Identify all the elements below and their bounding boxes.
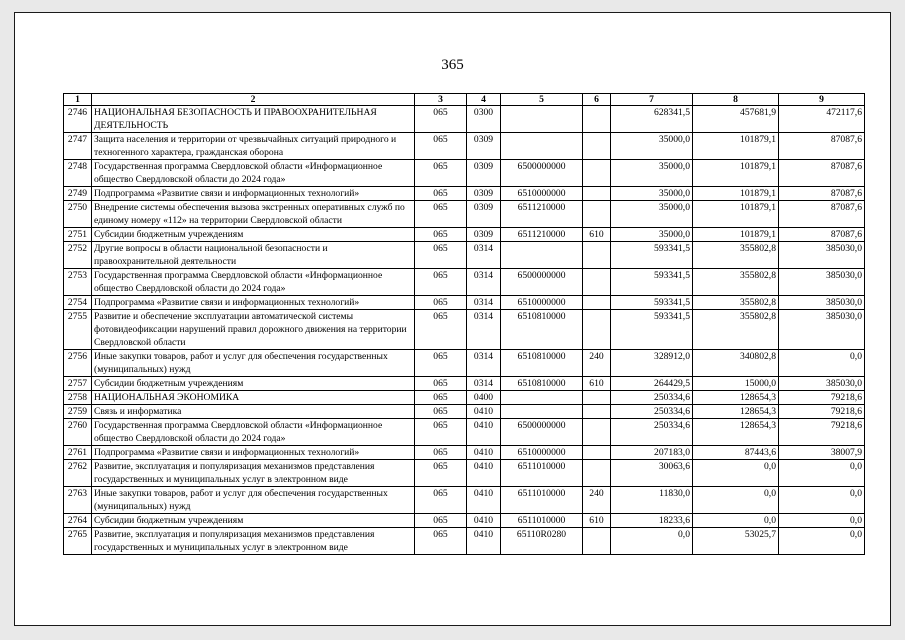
row-target-code: 6511210000 (501, 228, 583, 242)
row-expense-type (583, 269, 611, 296)
row-ministry-code: 065 (415, 310, 467, 350)
table-row (64, 296, 865, 310)
header-cell: 9 (779, 94, 865, 106)
row-amount-col8: 101879,1 (693, 160, 779, 187)
row-expense-type: 240 (583, 350, 611, 377)
row-amount-col9: 472117,6 (779, 106, 865, 133)
row-number: 2753 (64, 269, 92, 296)
row-expense-type (583, 187, 611, 201)
table-row (64, 228, 865, 242)
row-target-code: 6511010000 (501, 460, 583, 487)
row-section-code: 0410 (467, 460, 501, 487)
row-section-code: 0314 (467, 242, 501, 269)
row-ministry-code: 065 (415, 133, 467, 160)
row-amount-col8: 87443,6 (693, 446, 779, 460)
row-expense-type: 610 (583, 377, 611, 391)
row-name: Подпрограмма «Развитие связи и информационных технологий» (92, 187, 415, 201)
row-amount-col8: 101879,1 (693, 201, 779, 228)
row-expense-type (583, 201, 611, 228)
row-section-code: 0300 (467, 106, 501, 133)
row-ministry-code: 065 (415, 460, 467, 487)
row-name: Государственная программа Свердловской области «Информационное общество Свердловской области до 2024 года» (92, 269, 415, 296)
row-ministry-code: 065 (415, 419, 467, 446)
row-name: Развитие, эксплуатация и популяризация механизмов представления государственных и муниципальных услуг в электронном виде (92, 528, 415, 555)
row-number: 2761 (64, 446, 92, 460)
row-name: Иные закупки товаров, работ и услуг для обеспечения государственных (муниципальных) нужд (92, 487, 415, 514)
row-amount-col9: 0,0 (779, 350, 865, 377)
row-number: 2760 (64, 419, 92, 446)
row-amount-col9: 0,0 (779, 460, 865, 487)
row-amount-col9: 385030,0 (779, 296, 865, 310)
row-amount-col8: 0,0 (693, 514, 779, 528)
header-cell: 8 (693, 94, 779, 106)
row-amount-col7: 0,0 (611, 528, 693, 555)
row-amount-col7: 11830,0 (611, 487, 693, 514)
row-number: 2758 (64, 391, 92, 405)
row-name: Внедрение системы обеспечения вызова экстренных оперативных служб по единому номеру «112» на территории Свердловской области (92, 201, 415, 228)
row-number: 2759 (64, 405, 92, 419)
row-name: Другие вопросы в области национальной безопасности и правоохранительной деятельности (92, 242, 415, 269)
header-cell: 1 (64, 94, 92, 106)
row-amount-col7: 250334,6 (611, 405, 693, 419)
row-expense-type (583, 310, 611, 350)
row-expense-type: 240 (583, 487, 611, 514)
document-page (14, 12, 891, 626)
row-amount-col9: 79218,6 (779, 419, 865, 446)
row-expense-type (583, 419, 611, 446)
row-amount-col9: 79218,6 (779, 391, 865, 405)
row-target-code (501, 405, 583, 419)
row-ministry-code: 065 (415, 528, 467, 555)
row-expense-type (583, 106, 611, 133)
row-amount-col9: 385030,0 (779, 310, 865, 350)
table-row (64, 405, 865, 419)
row-expense-type (583, 242, 611, 269)
row-target-code: 6500000000 (501, 269, 583, 296)
row-target-code (501, 391, 583, 405)
row-amount-col7: 593341,5 (611, 310, 693, 350)
row-section-code: 0309 (467, 228, 501, 242)
row-amount-col8: 128654,3 (693, 405, 779, 419)
row-amount-col9: 79218,6 (779, 405, 865, 419)
row-target-code (501, 242, 583, 269)
header-cell: 3 (415, 94, 467, 106)
row-amount-col8: 101879,1 (693, 133, 779, 160)
row-expense-type (583, 160, 611, 187)
row-expense-type (583, 133, 611, 160)
table-row (64, 106, 865, 133)
row-name: Государственная программа Свердловской области «Информационное общество Свердловской области до 2024 года» (92, 160, 415, 187)
row-section-code: 0410 (467, 446, 501, 460)
row-amount-col7: 35000,0 (611, 160, 693, 187)
row-number: 2762 (64, 460, 92, 487)
table-row (64, 201, 865, 228)
row-amount-col8: 355802,8 (693, 269, 779, 296)
row-ministry-code: 065 (415, 377, 467, 391)
row-amount-col7: 250334,6 (611, 419, 693, 446)
row-target-code: 6511010000 (501, 514, 583, 528)
row-ministry-code: 065 (415, 296, 467, 310)
row-number: 2747 (64, 133, 92, 160)
row-number: 2763 (64, 487, 92, 514)
row-number: 2757 (64, 377, 92, 391)
row-amount-col8: 128654,3 (693, 391, 779, 405)
table-row (64, 514, 865, 528)
row-amount-col7: 250334,6 (611, 391, 693, 405)
row-name: Субсидии бюджетным учреждениям (92, 228, 415, 242)
table-row (64, 377, 865, 391)
table-row (64, 528, 865, 555)
row-expense-type (583, 446, 611, 460)
row-amount-col9: 385030,0 (779, 242, 865, 269)
row-expense-type: 610 (583, 228, 611, 242)
row-amount-col7: 18233,6 (611, 514, 693, 528)
page-number: 365 (441, 57, 464, 73)
row-amount-col8: 0,0 (693, 460, 779, 487)
row-section-code: 0309 (467, 133, 501, 160)
row-expense-type (583, 528, 611, 555)
row-name: Субсидии бюджетным учреждениям (92, 514, 415, 528)
row-name: Государственная программа Свердловской области «Информационное общество Свердловской области до 2024 года» (92, 419, 415, 446)
row-amount-col7: 328912,0 (611, 350, 693, 377)
row-number: 2748 (64, 160, 92, 187)
row-section-code: 0410 (467, 405, 501, 419)
row-amount-col8: 340802,8 (693, 350, 779, 377)
row-number: 2756 (64, 350, 92, 377)
row-amount-col8: 101879,1 (693, 228, 779, 242)
budget-table (63, 93, 865, 555)
row-ministry-code: 065 (415, 106, 467, 133)
row-amount-col9: 0,0 (779, 514, 865, 528)
row-target-code: 6510810000 (501, 377, 583, 391)
row-ministry-code: 065 (415, 514, 467, 528)
row-expense-type (583, 296, 611, 310)
row-number: 2746 (64, 106, 92, 133)
row-amount-col7: 207183,0 (611, 446, 693, 460)
row-name: Развитие, эксплуатация и популяризация механизмов представления государственных и муниципальных услуг в электронном виде (92, 460, 415, 487)
row-target-code: 6511210000 (501, 201, 583, 228)
table-row (64, 133, 865, 160)
row-name: Связь и информатика (92, 405, 415, 419)
table-header-row (64, 94, 865, 106)
table-row (64, 242, 865, 269)
row-number: 2755 (64, 310, 92, 350)
row-expense-type (583, 391, 611, 405)
row-ministry-code: 065 (415, 391, 467, 405)
header-cell: 7 (611, 94, 693, 106)
header-cell: 2 (92, 94, 415, 106)
row-ministry-code: 065 (415, 487, 467, 514)
row-amount-col9: 0,0 (779, 487, 865, 514)
row-amount-col7: 35000,0 (611, 133, 693, 160)
row-target-code: 6510000000 (501, 446, 583, 460)
row-amount-col7: 35000,0 (611, 228, 693, 242)
row-name: НАЦИОНАЛЬНАЯ ЭКОНОМИКА (92, 391, 415, 405)
table-row (64, 187, 865, 201)
row-amount-col7: 593341,5 (611, 269, 693, 296)
row-ministry-code: 065 (415, 405, 467, 419)
header-cell: 4 (467, 94, 501, 106)
row-amount-col8: 355802,8 (693, 310, 779, 350)
row-ministry-code: 065 (415, 242, 467, 269)
table-row (64, 446, 865, 460)
row-expense-type (583, 460, 611, 487)
table-row (64, 310, 865, 350)
row-target-code: 6510000000 (501, 296, 583, 310)
row-name: Защита населения и территории от чрезвычайных ситуаций природного и техногенного характера, гражданская оборона (92, 133, 415, 160)
row-number: 2751 (64, 228, 92, 242)
row-amount-col9: 87087,6 (779, 133, 865, 160)
row-section-code: 0314 (467, 296, 501, 310)
row-amount-col9: 87087,6 (779, 160, 865, 187)
row-amount-col9: 87087,6 (779, 187, 865, 201)
table-row (64, 350, 865, 377)
row-target-code (501, 106, 583, 133)
row-amount-col8: 457681,9 (693, 106, 779, 133)
row-number: 2765 (64, 528, 92, 555)
row-amount-col7: 628341,5 (611, 106, 693, 133)
row-name: НАЦИОНАЛЬНАЯ БЕЗОПАСНОСТЬ И ПРАВООХРАНИТЕЛЬНАЯ ДЕЯТЕЛЬНОСТЬ (92, 106, 415, 133)
row-ministry-code: 065 (415, 160, 467, 187)
row-amount-col7: 35000,0 (611, 187, 693, 201)
row-number: 2764 (64, 514, 92, 528)
row-amount-col8: 355802,8 (693, 242, 779, 269)
row-ministry-code: 065 (415, 187, 467, 201)
row-ministry-code: 065 (415, 269, 467, 296)
row-amount-col8: 128654,3 (693, 419, 779, 446)
row-amount-col7: 35000,0 (611, 201, 693, 228)
row-amount-col9: 385030,0 (779, 377, 865, 391)
table-row (64, 419, 865, 446)
row-section-code: 0410 (467, 419, 501, 446)
row-amount-col7: 593341,5 (611, 242, 693, 269)
row-section-code: 0314 (467, 377, 501, 391)
row-section-code: 0410 (467, 487, 501, 514)
header-cell: 5 (501, 94, 583, 106)
row-ministry-code: 065 (415, 350, 467, 377)
row-name: Подпрограмма «Развитие связи и информационных технологий» (92, 296, 415, 310)
row-name: Иные закупки товаров, работ и услуг для обеспечения государственных (муниципальных) нужд (92, 350, 415, 377)
row-amount-col8: 15000,0 (693, 377, 779, 391)
row-number: 2754 (64, 296, 92, 310)
row-target-code: 6500000000 (501, 160, 583, 187)
row-section-code: 0309 (467, 160, 501, 187)
row-section-code: 0314 (467, 310, 501, 350)
row-target-code: 65110R0280 (501, 528, 583, 555)
row-number: 2752 (64, 242, 92, 269)
row-amount-col9: 87087,6 (779, 228, 865, 242)
row-amount-col7: 264429,5 (611, 377, 693, 391)
row-amount-col7: 593341,5 (611, 296, 693, 310)
row-section-code: 0309 (467, 201, 501, 228)
header-cell: 6 (583, 94, 611, 106)
row-amount-col8: 53025,7 (693, 528, 779, 555)
row-ministry-code: 065 (415, 446, 467, 460)
row-amount-col7: 30063,6 (611, 460, 693, 487)
row-expense-type: 610 (583, 514, 611, 528)
table-row (64, 460, 865, 487)
row-target-code: 6500000000 (501, 419, 583, 446)
row-number: 2749 (64, 187, 92, 201)
row-target-code: 6511010000 (501, 487, 583, 514)
row-target-code (501, 133, 583, 160)
row-amount-col8: 0,0 (693, 487, 779, 514)
row-target-code: 6510810000 (501, 310, 583, 350)
row-amount-col9: 0,0 (779, 528, 865, 555)
row-section-code: 0314 (467, 269, 501, 296)
row-expense-type (583, 405, 611, 419)
table-row (64, 391, 865, 405)
row-amount-col9: 38007,9 (779, 446, 865, 460)
row-section-code: 0410 (467, 514, 501, 528)
row-amount-col8: 355802,8 (693, 296, 779, 310)
row-amount-col9: 385030,0 (779, 269, 865, 296)
table-row (64, 160, 865, 187)
row-ministry-code: 065 (415, 201, 467, 228)
table-row (64, 269, 865, 296)
row-target-code: 6510000000 (501, 187, 583, 201)
row-number: 2750 (64, 201, 92, 228)
row-name: Развитие и обеспечение эксплуатации автоматической системы фотовидеофиксации нарушений правил дорожного движения на территории Свердловской области (92, 310, 415, 350)
row-name: Субсидии бюджетным учреждениям (92, 377, 415, 391)
row-amount-col8: 101879,1 (693, 187, 779, 201)
table-row (64, 487, 865, 514)
row-section-code: 0309 (467, 187, 501, 201)
row-target-code: 6510810000 (501, 350, 583, 377)
row-amount-col9: 87087,6 (779, 201, 865, 228)
row-section-code: 0400 (467, 391, 501, 405)
row-section-code: 0410 (467, 528, 501, 555)
row-section-code: 0314 (467, 350, 501, 377)
row-ministry-code: 065 (415, 228, 467, 242)
row-name: Подпрограмма «Развитие связи и информационных технологий» (92, 446, 415, 460)
